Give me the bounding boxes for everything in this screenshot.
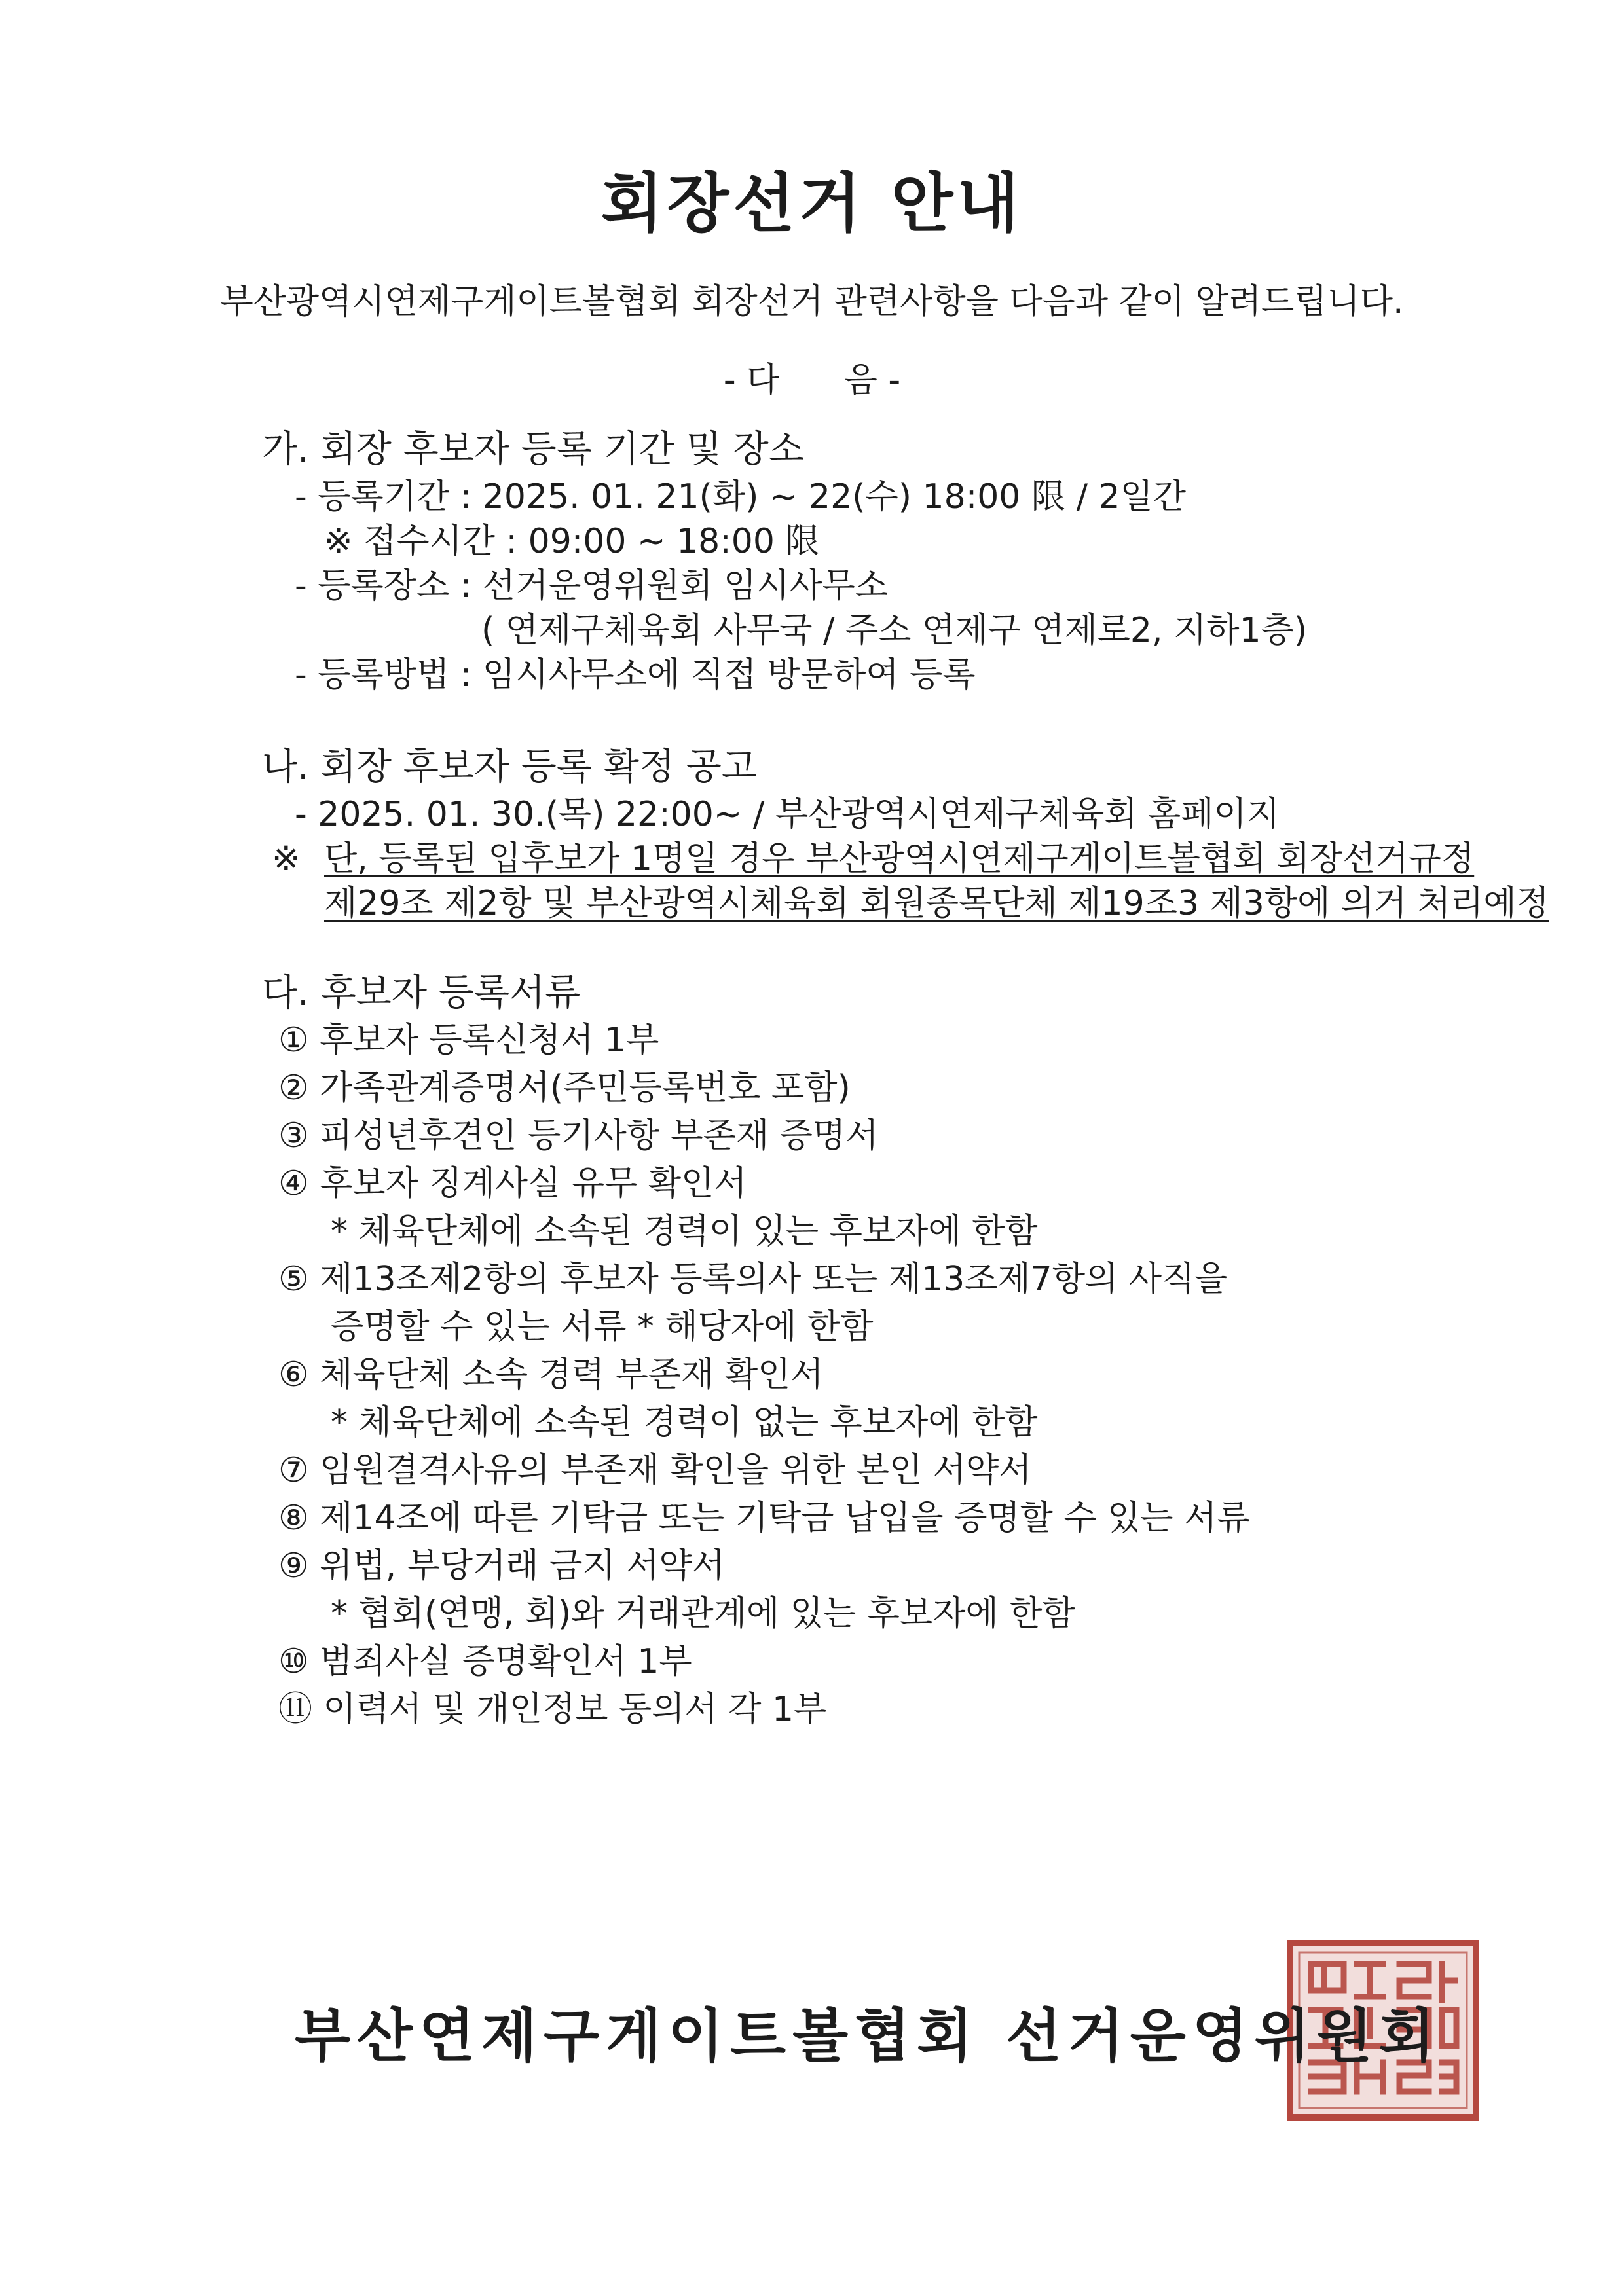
list-item: ③ 피성년후견인 등기사항 부존재 증명서 [278,1116,879,1156]
list-item: ④ 후보자 징계사실 유무 확인서 [278,1164,747,1203]
section-ga-heading: 가. 회장 후보자 등록 기간 및 장소 [262,428,804,471]
footer-committee-name: 부산연제구게이트볼협회 선거운영위원회 [295,2001,1441,2069]
note-line-2: 제29조 제2항 및 부산광역시체육회 회원종목단체 제19조3 제3항에 의거 처리예정 [324,884,1549,923]
list-item: ⑩ 범죄사실 증명확인서 1부 [278,1642,692,1681]
page-title: 회장선거 안내 [600,166,1024,241]
list-item-note: * 협회(연맹, 회)와 거래관계에 있는 후보자에 한함 [331,1594,1075,1633]
list-item: ⑨ 위법, 부당거래 금지 서약서 [278,1546,725,1586]
note-line-1: 단, 등록된 입후보가 1명일 경우 부산광역시연제구게이트볼협회 회장선거규정 [324,839,1475,879]
section-na-heading: 나. 회장 후보자 등록 확정 공고 [262,746,757,788]
registration-address: ( 연제구체육회 사무국 / 주소 연제구 연제로2, 지하1층) [481,611,1308,650]
registration-place: - 등록장소 : 선거운영위원회 임시사무소 [295,566,889,606]
list-item: ⑤ 제13조제2항의 후보자 등록의사 또는 제13조제7항의 사직을 [278,1260,1228,1299]
list-item-continuation: 증명할 수 있는 서류 * 해당자에 한함 [331,1307,874,1347]
registration-period: - 등록기간 : 2025. 01. 21(화) ~ 22(수) 18:00 限 / 2일간 [295,477,1187,517]
da-eum-divider: - 다 음 - [723,361,901,400]
list-item: ⑧ 제14조에 따른 기탁금 또는 기탁금 납입을 증명할 수 있는 서류 [278,1499,1250,1538]
list-item: ⑪ 이력서 및 개인정보 동의서 각 1부 [278,1690,827,1729]
announcement-notice: - 2025. 01. 30.(목) 22:00~ / 부산광역시연제구체육회 홈페이지 [295,795,1280,834]
list-item: ② 가족관계증명서(주민등록번호 포함) [278,1068,851,1108]
list-item: ⑦ 임원결격사유의 부존재 확인을 위한 본인 서약서 [278,1451,1032,1490]
intro-text: 부산광역시연제구게이트볼협회 회장선거 관련사항을 다음과 같이 알려드립니다. [220,282,1404,321]
list-item: ⑥ 체육단체 소속 경력 부존재 확인서 [278,1355,824,1394]
list-item-note: * 체육단체에 소속된 경력이 있는 후보자에 한함 [331,1212,1038,1251]
registration-method: - 등록방법 : 임시사무소에 직접 방문하여 등록 [295,655,976,695]
note-mark: ※ [272,839,301,879]
reception-hours: ※ 접수시간 : 09:00 ~ 18:00 限 [324,522,820,561]
list-item: ① 후보자 등록신청서 1부 [278,1021,659,1060]
section-da-heading: 다. 후보자 등록서류 [262,972,581,1014]
list-item-note: * 체육단체에 소속된 경력이 없는 후보자에 한함 [331,1403,1038,1442]
